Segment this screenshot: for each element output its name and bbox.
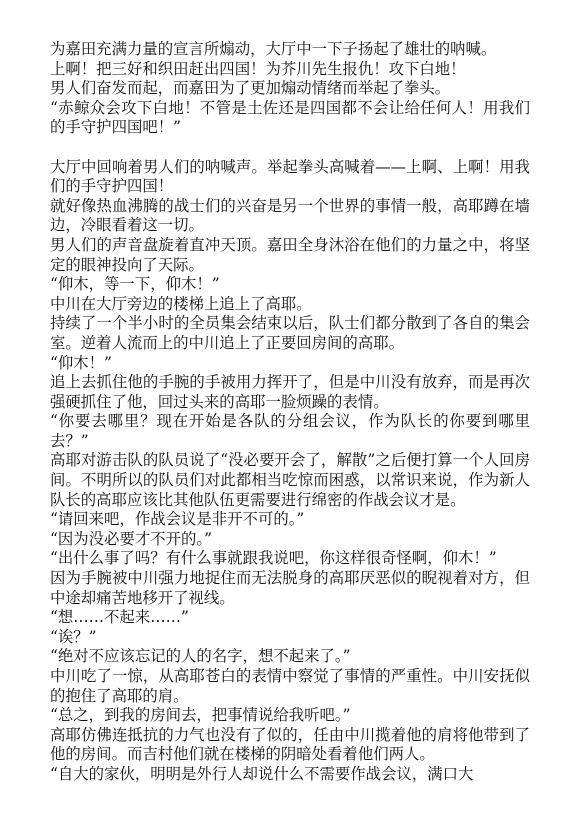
- paragraph: “请回来吧，作战会议是非开不可的。”: [50, 510, 305, 529]
- paragraph: 高耶仿佛连抵抗的力气也没有了似的，任由中川揽着他的肩将他带到了他的房间。而吉村他们就在楼梯的阴暗处看着他们两人。: [50, 725, 530, 764]
- paragraph: “自大的家伙，明明是外行人却说什么不需要作战会议，满口大: [50, 764, 474, 783]
- blank-line: [50, 138, 530, 158]
- paragraph: 持续了一个半小时的全员集会结束以后，队士们都分散到了各自的集会室。逆着人流而上的中川追上了正要回房间的高耶。: [50, 314, 530, 352]
- paragraph: 男人们奋发而起，而嘉田为了更加煽动情绪而举起了拳头。: [50, 79, 451, 98]
- paragraph: 中川吃了一惊，从高耶苍白的表情中察觉了事情的严重性。中川安抚似的抱住了高耶的肩。: [50, 667, 530, 705]
- paragraph: 中川在大厅旁边的楼梯上追上了高耶。: [50, 294, 312, 313]
- paragraph: “赤鲸众会攻下白地！不管是土佐还是四国都不会让给任何人！用我们的手守护四国吧！”: [50, 98, 530, 137]
- paragraph: “仰木，等一下，仰木！”: [50, 275, 220, 294]
- paragraph: “你要去哪里？现在开始是各队的分组会议，作为队长的你要到哪里去？”: [50, 412, 530, 450]
- paragraph: 大厅中回响着男人们的呐喊声。举起拳头高喊着——上啊、上啊！用我们的手守护四国！: [50, 157, 530, 196]
- paragraph: 男人们的声音盘旋着直冲天顶。嘉田全身沐浴在他们的力量之中，将坚定的眼神投向了天际。: [50, 235, 530, 274]
- document-page: [50, 40, 530, 785]
- paragraph: 追上去抓住他的手腕的手被用力挥开了，但是中川没有放弃，而是再次强硬抓住了他，回过头来的高耶一脸烦躁的表情。: [50, 373, 530, 411]
- paragraph: “想……不起来……”: [50, 608, 189, 627]
- paragraph: “诶？”: [50, 627, 97, 646]
- paragraph: “因为没必要才不开的。”: [50, 529, 212, 548]
- paragraph: “出什么事了吗？有什么事就跟我说吧，你这样很奇怪啊，仰木！”: [50, 549, 497, 568]
- paragraph: “总之，到我的房间去，把事情说给我听吧。”: [50, 706, 351, 725]
- paragraph: 就好像热血沸腾的战士们的兴奋是另一个世界的事情一般，高耶蹲在墙边，冷眼看着这一切。: [50, 196, 530, 235]
- paragraph: 上啊！把三好和织田赶出四国！为芥川先生报仇！攻下白地！: [50, 59, 466, 78]
- paragraph: 高耶对游击队的队员说了“没必要开会了，解散”之后便打算一个人回房间。不明所以的队员们对此都相当吃惊而困惑，以常识来说，作为新人队长的高耶应该比其他队伍更需要进行绵密的作战会议才是。: [50, 451, 530, 509]
- paragraph: 为嘉田充满力量的宣言所煽动，大厅中一下子扬起了雄壮的呐喊。: [50, 40, 497, 58]
- paragraph: 因为手腕被中川强力地捉住而无法脱身的高耶厌恶似的睨视着对方，但中途却痛苦地移开了视线。: [50, 569, 530, 607]
- paragraph: “仰木！”: [50, 353, 112, 372]
- paragraph: “绝对不应该忘记的人的名字，想不起来了。”: [50, 647, 351, 666]
